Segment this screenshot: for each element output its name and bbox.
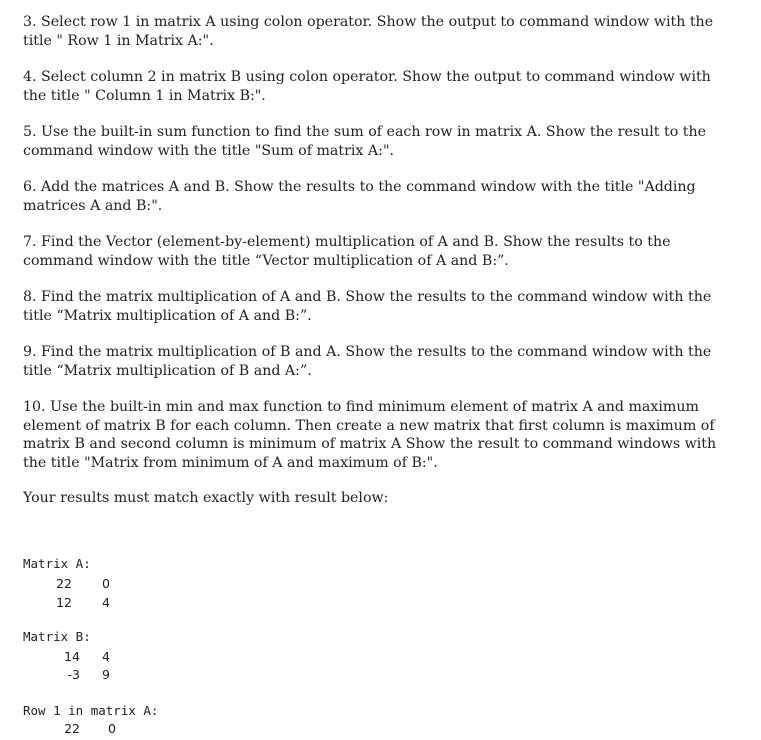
matrix-b-cell: -3 xyxy=(67,667,80,682)
instruction-9: 9. Find the matrix multiplication of B and A. Show the results to the command window with the title “Matrix multiplication of B and A:”. xyxy=(23,344,712,379)
matrix-a-label: Matrix A: xyxy=(23,556,91,571)
instruction-5: 5. Use the built-in sum function to find the sum of each row in matrix A. Show the result to the command window with the title "Sum of matrix A:". xyxy=(23,124,707,159)
matrix-a-cell: 0 xyxy=(102,576,110,591)
instruction-8: 8. Find the matrix multiplication of A and B. Show the results to the command window with the title “Matrix multiplication of A and B:”. xyxy=(23,289,712,324)
matrix-a-cell: 4 xyxy=(102,595,110,610)
instruction-3: 3. Select row 1 in matrix A using colon operator. Show the output to command window with the title " Row 1 in Matrix A:". xyxy=(23,14,714,49)
row1-label: Row 1 in matrix A: xyxy=(23,703,159,718)
matrix-b-cell: 14 xyxy=(64,649,80,664)
matrix-a-cell: 22 xyxy=(56,576,72,591)
instruction-7: 7. Find the Vector (element-by-element) multiplication of A and B. Show the results to the command window with the title “Vector multiplication of A and B:”. xyxy=(23,234,671,269)
instruction-10: 10. Use the built-in min and max function to find minimum element of matrix A and maximum element of matrix B for each column. Then create a new matrix that first column is maximum of matrix B and second column is minimum of matrix A Show the result to command windows with the title "Matrix from minimum of A and maximum of B:". xyxy=(23,399,717,471)
instruction-4: 4. Select column 2 in matrix B using colon operator. Show the output to command window with the title " Column 1 in Matrix B:". xyxy=(23,69,711,104)
matrix-a-cell: 12 xyxy=(56,595,72,610)
instruction-6: 6. Add the matrices A and B. Show the results to the command window with the title "Adding matrices A and B:". xyxy=(23,179,696,214)
row1-cell: 0 xyxy=(108,721,116,736)
row1-cell: 22 xyxy=(64,721,80,736)
matrix-b-cell: 4 xyxy=(102,649,110,664)
matrix-b-label: Matrix B: xyxy=(23,629,91,644)
results-intro: Your results must match exactly with result below: xyxy=(23,490,389,506)
matrix-b-cell: 9 xyxy=(102,667,110,682)
